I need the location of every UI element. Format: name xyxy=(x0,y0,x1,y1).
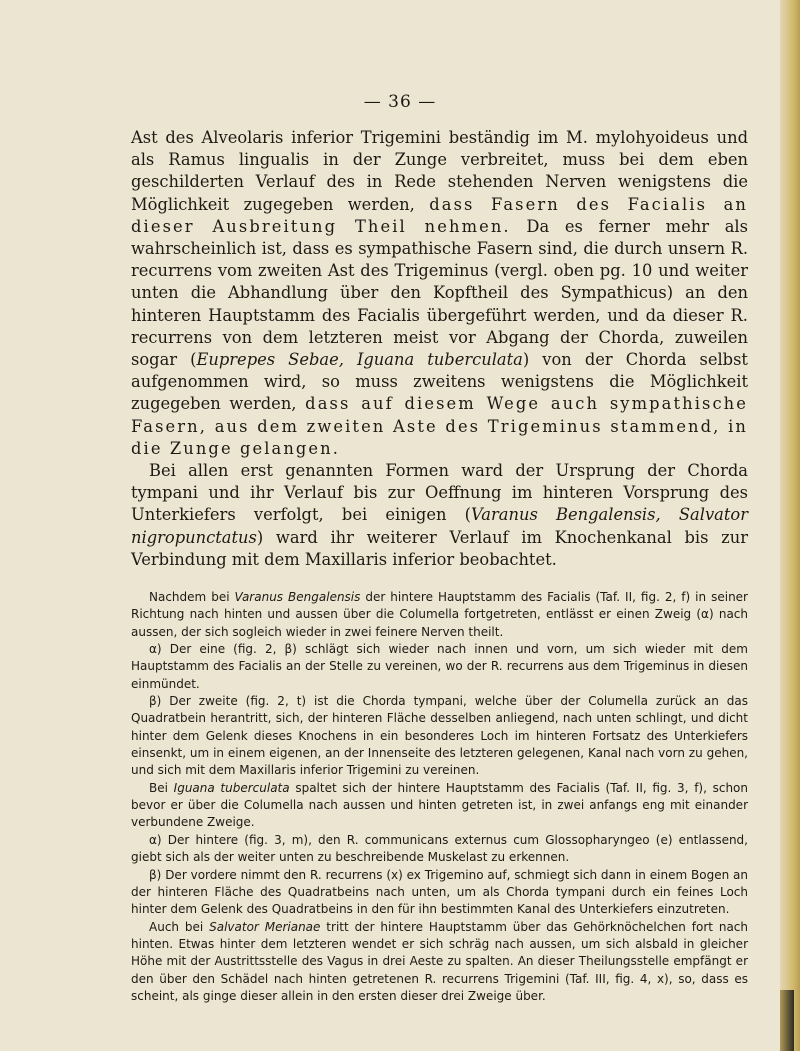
note-6: β) Der vordere nimmt den R. recurrens (x) ex Trigemino auf, schmiegt sich dann in einem Bogen an der hinteren Fläche des Quadratbeins nach unten, um als Chorda tympani durch ein feines Loch hinter dem Gelenk des Quadratbeins in den für ihn bestimmten Kanal des Unterkiefers einzutreten. xyxy=(131,867,748,917)
note-4-species: Iguana tuberculata xyxy=(173,780,290,795)
p1-text-a: Ast des Alveolaris inferior Trigemini beständig im M. mylohyoideus und als Ramus lingualis in der Zunge verbreitet, muss bei dem eben geschilderten Verlauf des in Rede stehenden Nerven wenigstens die Möglichkeit zugegeben werden, xyxy=(131,128,748,214)
note-1-c: der hintere Hauptstamm des Facialis (Taf. II, fig. 2, f) in seiner Richtung nach hinten und aussen über die Columella fortgetreten, entlässt er einen Zweig (α) nach aussen, der sich sogleich wieder in zwei feinere Nerven theilt. xyxy=(131,590,748,639)
p2-text-c: ) ward ihr weiterer Verlauf im Knochenkanal bis zur Verbindung mit dem Maxillaris inferior beobachtet. xyxy=(131,527,748,569)
main-text xyxy=(131,127,748,571)
note-7 xyxy=(131,919,748,1006)
note-1-species: Varanus Bengalensis xyxy=(234,590,361,604)
note-2: α) Der eine (fig. 2, β) schlägt sich wieder nach innen und vorn, um sich wieder mit dem Hauptstamm des Facialis an der Stelle zu vereinen, wo der R. recurrens aus dem Trigeminus in diesen einmündet. xyxy=(131,642,748,691)
note-1-a: Nachdem bei xyxy=(149,590,235,604)
note-4-a: Bei xyxy=(149,780,174,795)
footnotes xyxy=(131,589,748,1005)
paragraph-1 xyxy=(131,127,748,460)
note-7-a: Auch bei xyxy=(149,919,210,934)
p1-text-c: Da es ferner mehr als wahrscheinlich ist, dass es sympathische Fasern sind, die durch unsern R. recurrens vom zweiten Ast des Trigeminus (vergl. oben pg. 10 und weiter unten die Abhandlung über den Kopftheil des Sympathicus) an den hinteren Hauptstamm des Facialis übergeführt werden, und da dieser R. recurrens von dem letzteren meist vor Abgang der Chorda, zuweilen sogar ( xyxy=(131,216,748,370)
p1-species: Euprepes Sebae, Iguana tuberculata xyxy=(196,350,523,370)
page-edge xyxy=(780,0,800,1051)
p2-species: Varanus Bengalensis, Salvator nigropunctatus xyxy=(131,505,748,547)
page-number: — 36 — xyxy=(363,92,437,112)
p1-text-e: ) von der Chorda selbst aufgenommen wird, so muss zweitens wenigstens die Möglichkeit zugegeben werden, xyxy=(131,350,748,414)
note-4 xyxy=(131,780,748,832)
note-7-c: tritt der hintere Hauptstamm über das Gehörknöchelchen fort nach hinten. Etwas hinter dem letzteren wendet er sich schräg nach aussen, um sich alsbald in gleicher Höhe mit der Austrittsstelle des Vagus in drei Aeste zu spalten. An dieser Theilungsstelle empfängt er den über den Schädel nach hinten getretenen R. recurrens Trigemini (Taf. III, fig. 4, x), so, dass es scheint, als ginge dieser allein in den ersten dieser drei Zweige über. xyxy=(131,919,749,1003)
page-edge-shadow xyxy=(780,990,794,1051)
p1-spaced-b: dass Fasern des Facialis an dieser Ausbreitung Theil nehmen. xyxy=(131,194,748,236)
paragraph-2 xyxy=(131,460,748,571)
p1-spaced-f: dass auf diesem Wege auch sympathische Fasern, aus dem zweiten Aste des Trigeminus stammend, in die Zunge gelangen. xyxy=(131,394,748,458)
p2-text-a: Bei allen erst genannten Formen ward der Ursprung der Chorda tympani und ihr Verlauf bis zur Oeffnung im hinteren Vorsprung des Unterkiefers verfolgt, bei einigen ( xyxy=(131,461,748,525)
note-5: α) Der hintere (fig. 3, m), den R. communicans externus cum Glossopharyngeo (e) entlassend, giebt sich als der weiter unten zu beschreibende Muskelast zu erkennen. xyxy=(131,832,748,865)
note-3: β) Der zweite (fig. 2, t) ist die Chorda tympani, welche über der Columella zurück an das Quadratbein herantritt, sich, der hinteren Fläche desselben anliegend, nach unten schlingt, und dicht hinter dem Gelenk dieses Knochens in ein besonderes Loch im hinteren Fortsatz des Unterkiefers einsenkt, um in einem eigenen, an der Innenseite des letzteren gelegenen, Kanal nach vorn zu gehen, und sich mit dem Maxillaris inferior Trigemini zu vereinen. xyxy=(131,694,748,778)
note-4-c: spaltet sich der hintere Hauptstamm des Facialis (Taf. II, fig. 3, f), schon bevor er über die Columella nach aussen und hinten getreten ist, in zwei anfangs eng mit einander verbundene Zweige. xyxy=(131,780,749,830)
note-1 xyxy=(131,589,748,641)
note-7-species: Salvator Merianae xyxy=(209,919,321,934)
